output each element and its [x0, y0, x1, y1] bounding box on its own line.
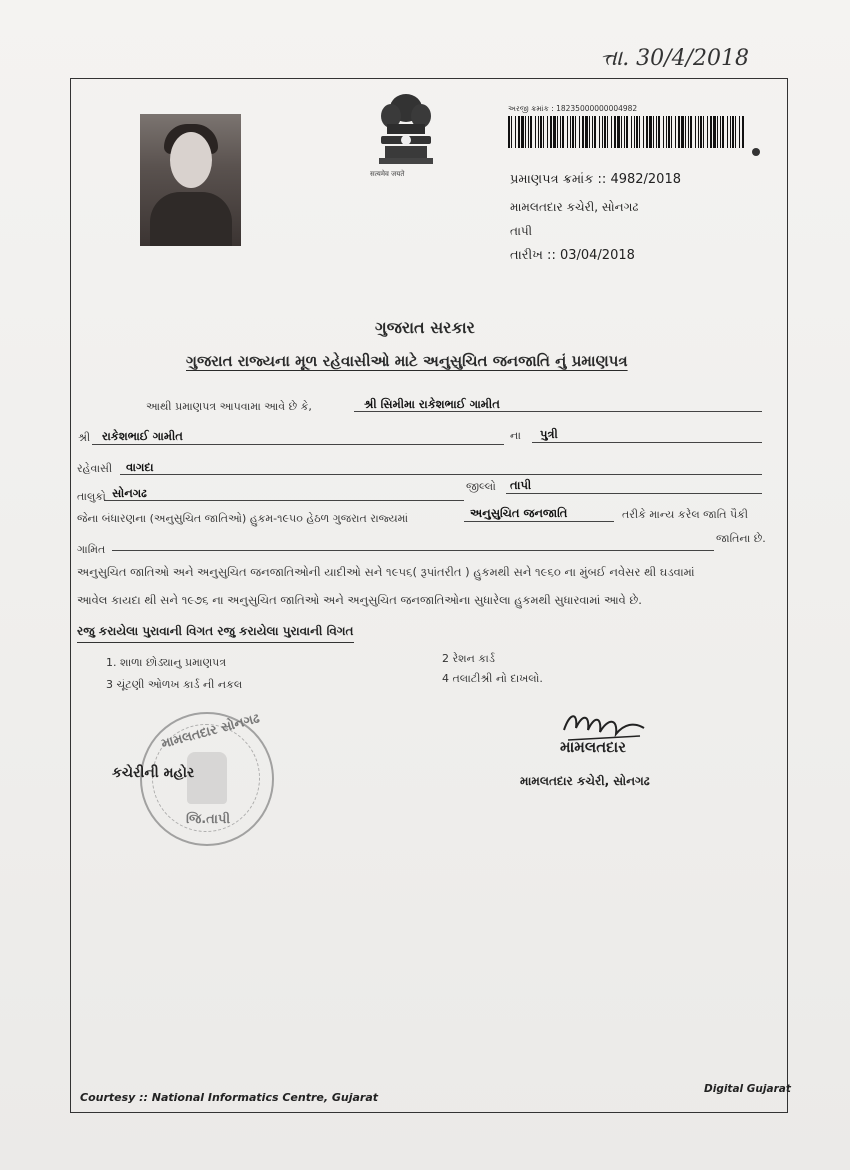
- taluka: સોનગઢ: [112, 486, 147, 500]
- underline: [354, 411, 762, 412]
- handwritten-date: ત્તા. 30/4/2018: [600, 46, 749, 71]
- evidence-item: 2 રેશન કાર્ડ: [442, 652, 495, 665]
- legal-paragraph-line-2: આવેલ કાયદા થી સને ૧૯૭૬ ના અનુસુચિત જાતિઓ અને અનુસુચિત જનજાતિઓના સુધારેલા હુકમથી સુધારવામાં આવે છે.: [77, 593, 642, 607]
- certificate-title: ગુજરાત રાજ્યના મૂળ રહેવાસીઓ માટે અનુસુચિત જનજાતિ નું પ્રમાણપત્ર: [186, 352, 628, 370]
- underline: [92, 444, 504, 445]
- signatory-title: મામલતદાર: [560, 738, 626, 756]
- recognized-label: તરીકે માન્ય કરેલ જાતિ પૈકી: [622, 508, 749, 521]
- certificate-number: પ્રમાણપત્ર ક્રમાંક :: 4982/2018: [510, 172, 681, 187]
- district-label: જીલ્લો: [466, 480, 496, 493]
- government-title: ગુજરાત સરકાર: [375, 318, 475, 337]
- issuing-office: મામલતદાર કચેરી, સોનગઢ: [510, 200, 639, 214]
- legal-paragraph-line-1: અનુસુચિત જાતિઓ અને અનુસુચિત જનજાતિઓની યાદીઓ સને ૧૯૫૬( રૂપાંતરીત ) હુકમથી સને ૧૯૬૦ ના મુંબઈ નવેસર થી ઘડવામાં: [77, 565, 695, 579]
- evidence-item: 3 ચૂંટણી ઓળખ કાર્ડ ની નકલ: [106, 678, 243, 691]
- underline: [506, 493, 762, 494]
- seal-text: મામલતદાર સોનગઢ: [159, 711, 262, 752]
- state-emblem-icon: [375, 88, 437, 168]
- issue-date: તારીખ :: 03/04/2018: [510, 248, 635, 263]
- shri-label: શ્રી: [78, 431, 91, 444]
- footer-courtesy: Courtesy :: National Informatics Centre, Gujarat: [80, 1091, 379, 1104]
- category: અનુસુચિત જનજાતિ: [470, 506, 568, 520]
- office-stamp-label: કચેરીની મહોર: [112, 765, 195, 781]
- evidence-heading: રજુ કરાયેલા પુરાવાની વિગત રજુ કરાયેલા પુરાવાની વિગત: [77, 624, 354, 643]
- father-name: રાકેશભાઈ ગામીત: [102, 429, 183, 443]
- district-value: તાપી: [510, 478, 532, 492]
- na-label: ના: [510, 429, 521, 442]
- emblem-caption: सत्यमेव जयते: [370, 170, 405, 178]
- underline: [464, 521, 614, 522]
- relation: પુત્રી: [540, 427, 558, 441]
- seal-bottom-text: જિ.તાપી: [186, 812, 231, 827]
- issuing-district: તાપી: [510, 224, 533, 238]
- order-label: જેના બંધારણના (અનુસુચિત જાતિઓ) હુકમ-૧૯૫૦ હેઠળ ગુજરાત રાજ્યમાં: [77, 512, 409, 525]
- evidence-item: 1. શાળા છોડ્યાનુ પ્રમાણપત્ર: [106, 656, 227, 669]
- underline: [104, 500, 464, 501]
- underline: [120, 474, 762, 475]
- caste: ગામિત: [77, 543, 106, 556]
- taluka-label: તાલુકો: [77, 490, 106, 503]
- evidence-item: 4 તલાટીશ્રી નો દાખલો.: [442, 672, 543, 685]
- application-number: અરજી ક્રમાંક : 18235000000004982: [508, 104, 638, 113]
- applicant-name: શ્રી સિમીમા રાકેશભાઈ ગામીત: [364, 397, 500, 411]
- footer-brand: Digital Gujarat: [704, 1083, 791, 1095]
- applicant-photo: [140, 114, 241, 246]
- signatory-office: મામલતદાર કચેરી, સોનગઢ: [520, 774, 650, 788]
- underline: [532, 442, 762, 443]
- barcode-icon: [508, 116, 746, 148]
- intro-label: આથી પ્રમાણપત્ર આપવામા આવે છે કે,: [146, 400, 312, 413]
- underline: [112, 550, 714, 551]
- village: વાગદા: [126, 460, 154, 474]
- caste-suffix: જાતિના છે.: [716, 532, 766, 545]
- resident-label: રહેવાસી: [77, 462, 113, 475]
